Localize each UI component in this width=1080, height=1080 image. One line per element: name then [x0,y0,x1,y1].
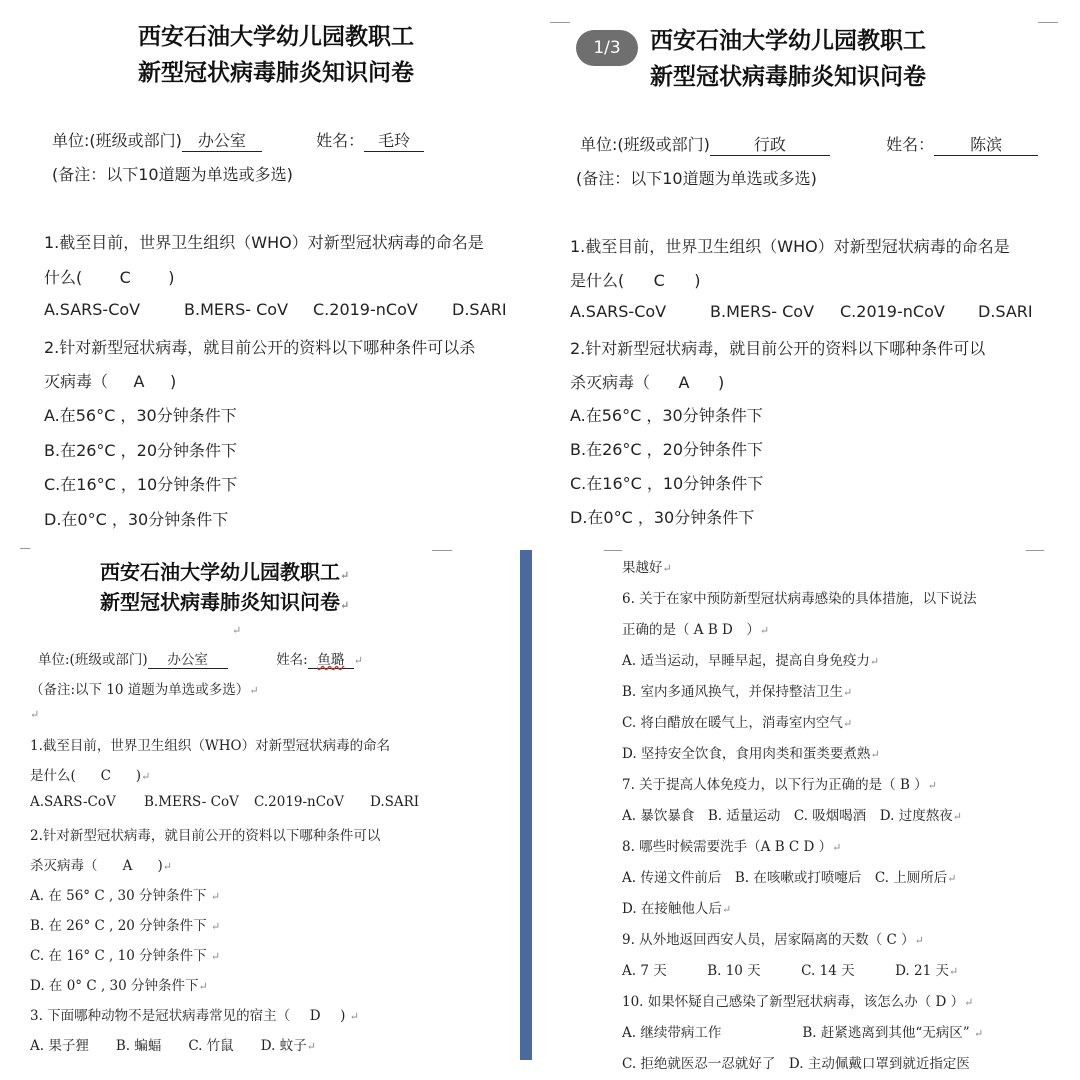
q1-line-1: 1.截至目前，世界卫生组织（WHO）对新型冠状病毒的命名 [30,738,391,754]
q1-opt-c: C.2019-nCoV [254,794,344,810]
unit-value: 行政 [710,132,830,156]
q8-line [622,835,841,855]
q8-options-text: A. 传递文件前后 B. 在咳嗽或打喷嚏后 C. 上厕所后 [622,870,948,886]
paragraph-mark: ↵ [662,562,672,575]
q2-opt-a: A.在56°C ，30分钟条件下 [44,406,237,425]
q2-opt-c: C.在16°C ，10分钟条件下 [44,475,238,494]
paragraph-mark: ↵ [306,1040,316,1053]
corner-mark [432,550,452,551]
q2-opt-c-text: C. 在 16° C , 10 分钟条件下 [30,948,207,964]
paragraph-mark: ↵ [141,770,151,783]
q2-opt-d: D.在0°C ，30分钟条件下 [570,508,755,527]
unit-label: 单位:(班级或部门) [580,135,710,154]
paragraph-mark: ↵ [340,599,350,612]
q7-stem: 7. 关于提高人体免疫力，以下行为正确的是（ B ） [622,777,928,793]
q2-paren: ) [170,372,177,391]
q6-line-2 [622,618,769,638]
q9-line [622,928,924,948]
q2-opt-d-text: D. 在 0° C , 30 分钟条件下 [30,978,199,994]
paragraph-mark: ↵ [349,1010,359,1023]
paragraph-mark: ↵ [948,965,959,978]
q1-opt-a: A.SARS-CoV [30,794,116,810]
q1-answer: C [100,768,111,784]
paragraph-mark: ↵ [869,655,880,668]
q6-opt-b-text: B. 室内多通风换气，并保持整洁卫生 [622,684,844,700]
paragraph-mark: ↵ [30,708,40,721]
name-value: 毛玲 [364,128,424,152]
q3-stem: 3. 下面哪种动物不是冠状病毒常见的宿主（ [30,1008,291,1024]
paragraph-mark: ↵ [832,841,842,854]
q1-answer: C [119,268,131,287]
q6-opt-d [622,742,880,762]
q2-opt-b-text: B. 在 26° C , 20 分钟条件下 [30,918,207,934]
q9-options-text: A. 7 天 B. 10 天 C. 14 天 D. 21 天 [622,963,949,979]
unit-row [580,132,1038,156]
q10-options-ab-text: A. 继续带病工作 B. 赶紧逃离到其他“无病区” [622,1025,970,1041]
q1-stem-end: 是什么( [30,768,76,784]
q1-opt-b: B.MERS- CoV [710,302,815,321]
title-line-2: 新型冠状病毒肺炎知识问卷 [650,64,926,90]
name-text: 鱼璐 [317,652,345,668]
q1-opt-d: D.SARI [370,794,420,810]
page-indicator-badge: 1/3 [576,30,638,66]
paragraph-mark: ↵ [964,996,974,1009]
q1-line-2 [30,764,150,784]
title-text: 西安石油大学幼儿园教职工 [100,560,340,584]
corner-mark [20,548,30,549]
q2-line-1: 2.针对新型冠状病毒，就目前公开的资料以下哪种条件可以杀 [44,338,476,357]
note: (备注：以下10道题为单选或多选) [52,165,293,184]
q2-opt-b: B.在26°C ，20分钟条件下 [44,441,238,460]
q10-stem: 10. 如果怀疑自己感染了新型冠状病毒，该怎么办（ D ） [622,994,965,1010]
q6-opt-c [622,711,852,731]
sheet-top-left [0,0,540,540]
note-text: （备注:以下 10 道题为单选或多选） [30,682,250,698]
q8-opt-d-text: D. 在接触他人后 [622,901,722,917]
q1-paren: ) [135,768,142,784]
unit-row [52,128,424,152]
q7-options [622,804,962,824]
q2-paren: ) [718,373,725,392]
q1-opt-d: D.SARI [452,300,507,319]
q2-answer: A [133,372,145,391]
paragraph-mark: ↵ [210,950,221,963]
q3-options-text: A. 果子狸 B. 蝙蝠 C. 竹鼠 D. 蚊子 [30,1038,307,1054]
paragraph-mark: ↵ [249,684,259,697]
name-label: 姓名： [886,135,935,154]
q1-opt-a: A.SARS-CoV [570,302,667,321]
q9-options [622,959,958,979]
note: (备注：以下10道题为单选或多选) [576,169,817,188]
q2-opt-a-text: A. 在 56° C , 30 分钟条件下 [30,888,207,904]
q2-opt-d [30,974,208,994]
q2-answer: A [122,858,133,874]
q6-opt-b [622,680,852,700]
title-line-2: 新型冠状病毒肺炎知识问卷 [138,60,414,86]
q6-line-1: 6. 关于在家中预防新型冠状病毒感染的具体措施，以下说法 [622,591,977,607]
q1-line-2 [44,265,175,288]
unit-label: 单位:(班级或部门) [52,131,182,150]
paragraph-mark: ↵ [340,569,350,582]
paragraph-mark: ↵ [353,654,363,667]
q8-options [622,866,956,886]
title-line-2 [100,586,349,615]
paragraph-mark: ↵ [759,624,770,637]
corner-mark [1026,550,1044,551]
q1-paren: ) [694,271,701,290]
q6-opt-d-text: D. 坚持安全饮食，食用肉类和蛋类要煮熟 [622,746,871,762]
paragraph-mark: ↵ [947,872,957,885]
title-line-1 [100,556,349,585]
paragraph-mark: ↵ [162,860,172,873]
q6-opt-a [622,649,879,669]
q2-line-1: 2.针对新型冠状病毒，就目前公开的资料以下哪种条件可以 [570,339,986,358]
corner-mark [1038,22,1058,23]
paragraph-mark: ↵ [870,748,880,761]
paragraph-mark: ↵ [914,934,924,947]
paragraph-mark: ↵ [973,1027,984,1040]
name-label: 姓名： [316,131,365,150]
q2-opt-a: A.在56°C ，30分钟条件下 [570,406,763,425]
q1-line-1: 1.截至目前，世界卫生组织（WHO）对新型冠状病毒的命名是 [570,237,1010,256]
name-value: 陈滨 [934,132,1038,156]
q2-opt-a [30,884,220,904]
unit-value: 办公室 [182,128,262,152]
q1-opt-b: B.MERS- CoV [144,794,239,810]
unit-row [38,648,363,669]
q3-options [30,1034,316,1054]
q2-line-2 [570,370,724,393]
name-label: 姓名: [276,652,308,668]
paragraph-mark: ↵ [842,717,853,730]
q1-paren: ) [168,268,175,287]
q7-options-text: A. 暴饮暴食 B. 适量运动 C. 吸烟喝酒 D. 过度熬夜 [622,808,953,824]
q10-line [622,990,973,1010]
title-line-1: 西安石油大学幼儿园教职工 [138,24,414,50]
q3-line [30,1004,359,1024]
divider-bar [520,550,532,1060]
q1-stem-end: 什么( [44,268,83,287]
paragraph-mark: ↵ [927,779,937,792]
sheet-bottom-left [0,540,520,1080]
paragraph-mark: ↵ [843,686,853,699]
q2-opt-c: C.在16°C ，10分钟条件下 [570,474,764,493]
q1-line-2 [570,268,701,291]
q8-stem: 8. 哪些时候需要洗手（A B C D ） [622,839,833,855]
q2-opt-b [30,914,220,934]
q6-opt-c-text: C. 将白醋放在暖气上，消毒室内空气 [622,715,843,731]
q1-opt-b: B.MERS- CoV [184,300,289,319]
sheet-bottom-right [532,540,1080,1080]
q2-line-1: 2.针对新型冠状病毒，就目前公开的资料以下哪种条件可以 [30,828,381,844]
q10-options-ab [622,1021,983,1041]
sheet-top-right [540,0,1080,540]
q6-answer: 正确的是（ A B D ） [622,622,760,638]
q3-answer: D [309,1008,321,1024]
q1-answer: C [653,271,665,290]
q9-stem: 9. 从外地返回西安人员，居家隔离的天数（ C ） [622,932,915,948]
q2-line-2 [44,369,176,392]
q2-answer: A [678,373,690,392]
paragraph-mark: ↵ [210,890,221,903]
paragraph-mark: ↵ [232,624,242,637]
q1-line-1: 1.截至目前，世界卫生组织（WHO）对新型冠状病毒的命名是 [44,233,484,252]
unit-label: 单位:(班级或部门) [38,652,148,668]
title-line-1: 西安石油大学幼儿园教职工 [650,28,926,54]
line-0 [622,556,672,576]
paragraph-mark: ↵ [952,810,962,823]
q6-opt-a-text: A. 适当运动，早睡早起，提高自身免疫力 [622,653,870,669]
paragraph-mark: ↵ [721,903,732,916]
q2-paren: ) [157,858,163,874]
q2-stem-end: 杀灭病毒（ [30,858,98,874]
q2-stem-end: 杀灭病毒（ [570,373,651,392]
q1-opt-a: A.SARS-CoV [44,300,141,319]
q2-opt-d: D.在0°C ，30分钟条件下 [44,510,229,529]
line-0-text: 果越好 [622,560,663,576]
q1-opt-c: C.2019-nCoV [313,300,418,319]
q1-opt-c: C.2019-nCoV [840,302,945,321]
title-text: 新型冠状病毒肺炎知识问卷 [100,590,340,614]
q2-line-2 [30,854,172,874]
note [30,678,259,698]
corner-mark [550,22,570,23]
q10-options-cd: C. 拒绝就医忍一忍就好了 D. 主动佩戴口罩到就近指定医 [622,1056,970,1072]
q1-opt-d: D.SARI [978,302,1033,321]
q1-stem-end: 是什么( [570,271,625,290]
q8-opt-d [622,897,731,917]
name-value [308,648,354,669]
paragraph-mark: ↵ [210,920,221,933]
q2-opt-c [30,944,220,964]
q2-stem-end: 灭病毒（ [44,372,109,391]
q2-opt-b: B.在26°C ，20分钟条件下 [570,440,764,459]
q7-line [622,773,937,793]
unit-value: 办公室 [148,648,228,669]
corner-mark [604,550,622,551]
paragraph-mark: ↵ [198,980,208,993]
q3-paren: ) [340,1008,346,1024]
